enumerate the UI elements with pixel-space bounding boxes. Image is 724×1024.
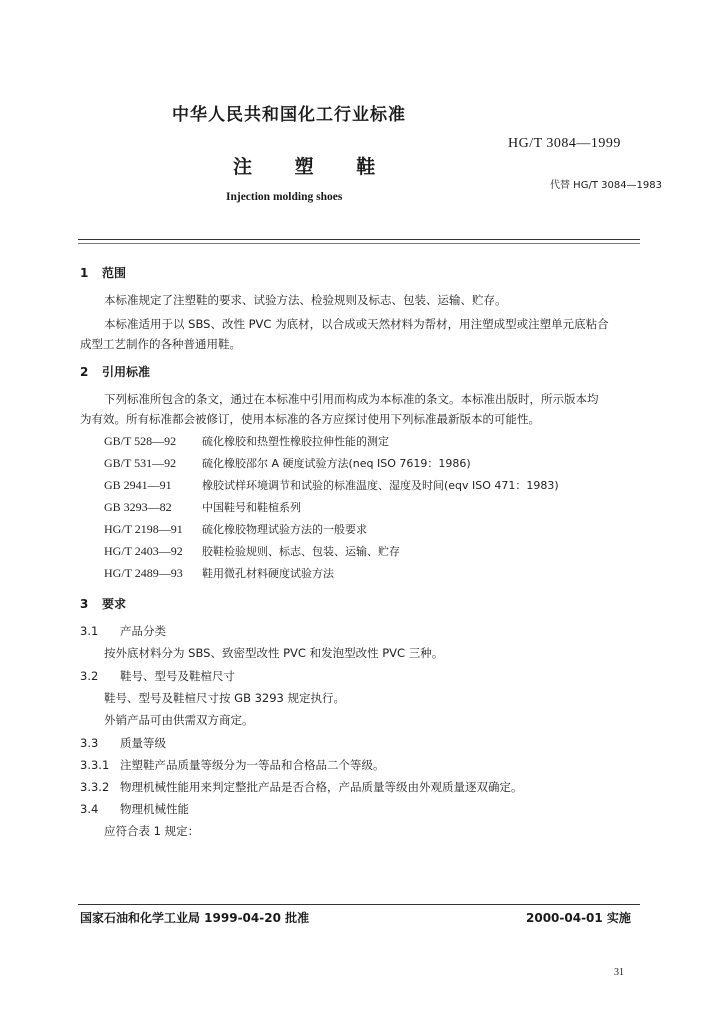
document-title: 注 塑 鞋 [233, 156, 394, 178]
reference-item: HG/T 2403—92 胶鞋检验规则、标志、包装、运输、贮存 [104, 544, 400, 558]
reference-item: GB 3293—82 中国鞋号和鞋楦系列 [104, 500, 301, 514]
section-number: 3 [80, 597, 89, 611]
reference-item: GB 2941—91 橡胶试样环境调节和试验的标准温度、湿度及时间(eqv ISO 471：1983) [104, 478, 559, 492]
approval-statement: 国家石油和化学工业局 1999-04-20 批准 [80, 911, 310, 925]
subsection-3-3-1: 3.3.1 注塑鞋产品质量等级分为一等品和合格品二个等级。 [80, 758, 385, 772]
subsection-3-2-text-1: 鞋号、型号及鞋楦尺寸按 GB 3293 规定执行。 [104, 691, 346, 705]
section-2-paragraph-cont: 为有效。所有标准都会被修订，使用本标准的各方应探讨使用下列标准最新版本的可能性。 [80, 412, 540, 426]
reference-item: HG/T 2198—91 硫化橡胶物理试验方法的一般要求 [104, 522, 367, 536]
section-title: 要求 [102, 597, 127, 611]
subsection-3-2-heading: 3.2 鞋号、型号及鞋楦尺寸 [80, 669, 235, 683]
section-number: 1 [80, 266, 89, 280]
subsection-3-1-text: 按外底材料分为 SBS、致密型改性 PVC 和发泡型改性 PVC 三种。 [104, 646, 444, 660]
reference-item: HG/T 2489—93 鞋用微孔材料硬度试验方法 [104, 566, 334, 580]
section-title: 引用标准 [102, 365, 151, 379]
effective-date: 2000-04-01 实施 [526, 911, 631, 925]
section-1-heading [80, 264, 126, 281]
reference-item: GB/T 531—92 硫化橡胶邵尔 A 硬度试验方法(neq ISO 7619：1986) [104, 456, 471, 470]
section-number: 2 [80, 365, 89, 379]
subsection-3-1-heading: 3.1 产品分类 [80, 624, 166, 638]
header-divider [78, 239, 640, 240]
section-3-heading [80, 595, 126, 612]
reference-item: GB/T 528—92 硫化橡胶和热塑性橡胶拉伸性能的测定 [104, 434, 389, 448]
footer-divider [78, 904, 640, 905]
section-title: 范围 [102, 266, 127, 280]
subsection-3-4-heading: 3.4 物理机械性能 [80, 802, 189, 816]
replaces-standard: 代替 HG/T 3084—1983 [550, 180, 663, 191]
standard-number: HG/T 3084—1999 [508, 136, 621, 151]
section-2-paragraph: 下列标准所包含的条文，通过在本标准中引用而构成为本标准的条文。本标准出版时，所示版本均 [104, 392, 599, 406]
section-1-paragraph-2: 本标准适用于以 SBS、改性 PVC 为底材，以合成或天然材料为帮材，用注塑成型或注塑单元底粘合 [104, 317, 609, 331]
section-1-paragraph-1: 本标准规定了注塑鞋的要求、试验方法、检验规则及标志、包装、运输、贮存。 [104, 293, 507, 307]
section-2-heading [80, 363, 150, 380]
section-1-paragraph-2-cont: 成型工艺制作的各种普通用鞋。 [80, 337, 241, 351]
header-divider-thin [78, 243, 640, 244]
subsection-3-4-text: 应符合表 1 规定： [104, 824, 200, 838]
subsection-3-3-heading: 3.3 质量等级 [80, 736, 166, 750]
subsection-3-3-2: 3.3.2 物理机械性能用来判定整批产品是否合格，产品质量等级由外观质量逐双确定。 [80, 780, 523, 794]
industry-standard-heading: 中华人民共和国化工行业标准 [172, 105, 406, 125]
subsection-3-2-text-2: 外销产品可由供需双方商定。 [104, 713, 254, 727]
page-number: 31 [614, 967, 624, 978]
document-title-english: Injection molding shoes [226, 191, 343, 203]
